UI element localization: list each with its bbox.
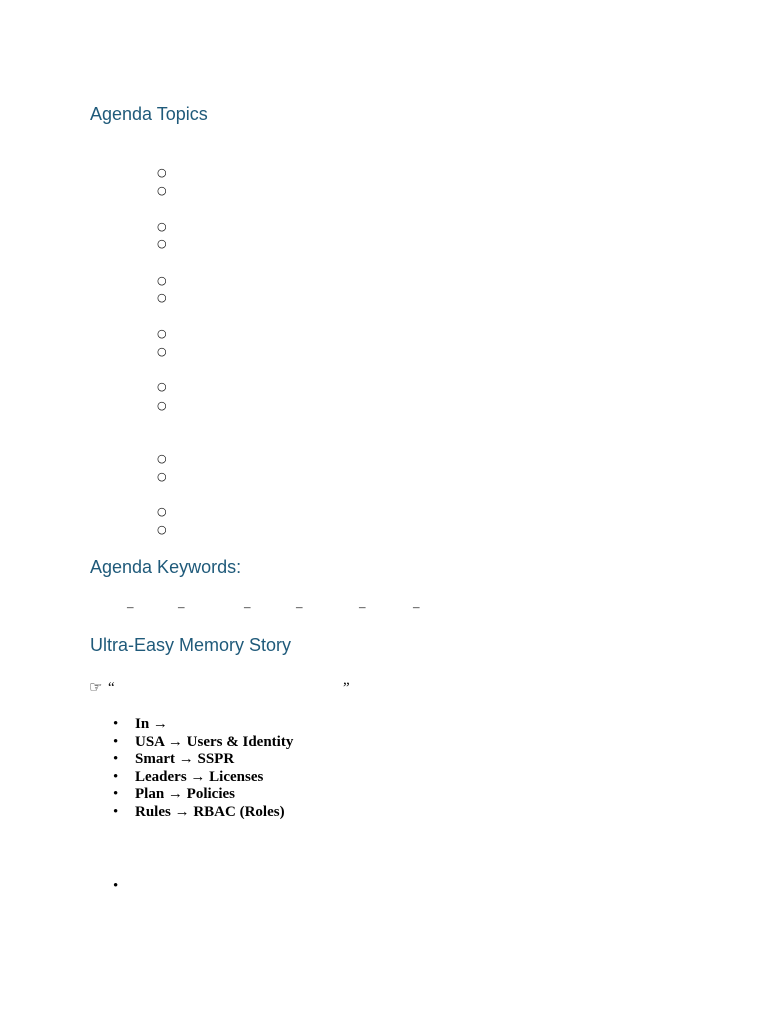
topic-bullet-6: ○ (157, 291, 167, 304)
memory-story-phrase (89, 679, 389, 699)
story-item-text: Leaders → Licenses (135, 768, 264, 785)
keyword-separator-3: – (244, 599, 251, 614)
bullet-icon: • (113, 751, 119, 768)
keyword-separator-4: – (296, 599, 303, 614)
keyword-separator-2: – (178, 599, 185, 614)
memory-story-heading: Ultra-Easy Memory Story (90, 635, 292, 655)
hand-pointing-right-icon: ☞ (89, 680, 103, 696)
topic-bullet-11: ○ (157, 452, 167, 465)
topic-bullet-12: ○ (157, 470, 167, 483)
story-item-text: USA → Users & Identity (135, 733, 294, 750)
topic-bullet-10: ○ (157, 399, 167, 412)
close-quote: ” (343, 680, 350, 696)
topic-bullet-1: ○ (157, 166, 167, 179)
bullet-icon: • (113, 803, 119, 820)
bullet-icon: • (113, 786, 119, 803)
agenda-topics-heading: Agenda Topics (90, 104, 208, 124)
keyword-separator-6: – (413, 599, 420, 614)
story-item-text: In → (135, 716, 168, 732)
open-quote: “ (108, 680, 115, 696)
bullet-icon: • (113, 768, 119, 785)
keyword-separator-1: – (127, 599, 134, 614)
story-item-text: Smart → SSPR (135, 751, 235, 768)
topic-bullet-4: ○ (157, 237, 167, 250)
story-item-text: Plan → Policies (135, 786, 235, 803)
topic-bullet-5: ○ (157, 274, 167, 287)
bullet-icon: • (113, 716, 119, 732)
topic-bullet-13: ○ (157, 505, 167, 518)
keyword-separator-5: – (359, 599, 366, 614)
topic-bullet-3: ○ (157, 220, 167, 233)
topic-bullet-8: ○ (157, 345, 167, 358)
topic-bullet-7: ○ (157, 327, 167, 340)
trailing-bullet-icon: • (113, 878, 119, 894)
topic-bullet-2: ○ (157, 184, 167, 197)
topic-bullet-14: ○ (157, 523, 167, 536)
story-item-text: Rules → RBAC (Roles) (135, 803, 285, 820)
topic-bullet-9: ○ (157, 380, 167, 393)
agenda-keywords-heading: Agenda Keywords: (90, 557, 242, 577)
bullet-icon: • (113, 733, 119, 750)
